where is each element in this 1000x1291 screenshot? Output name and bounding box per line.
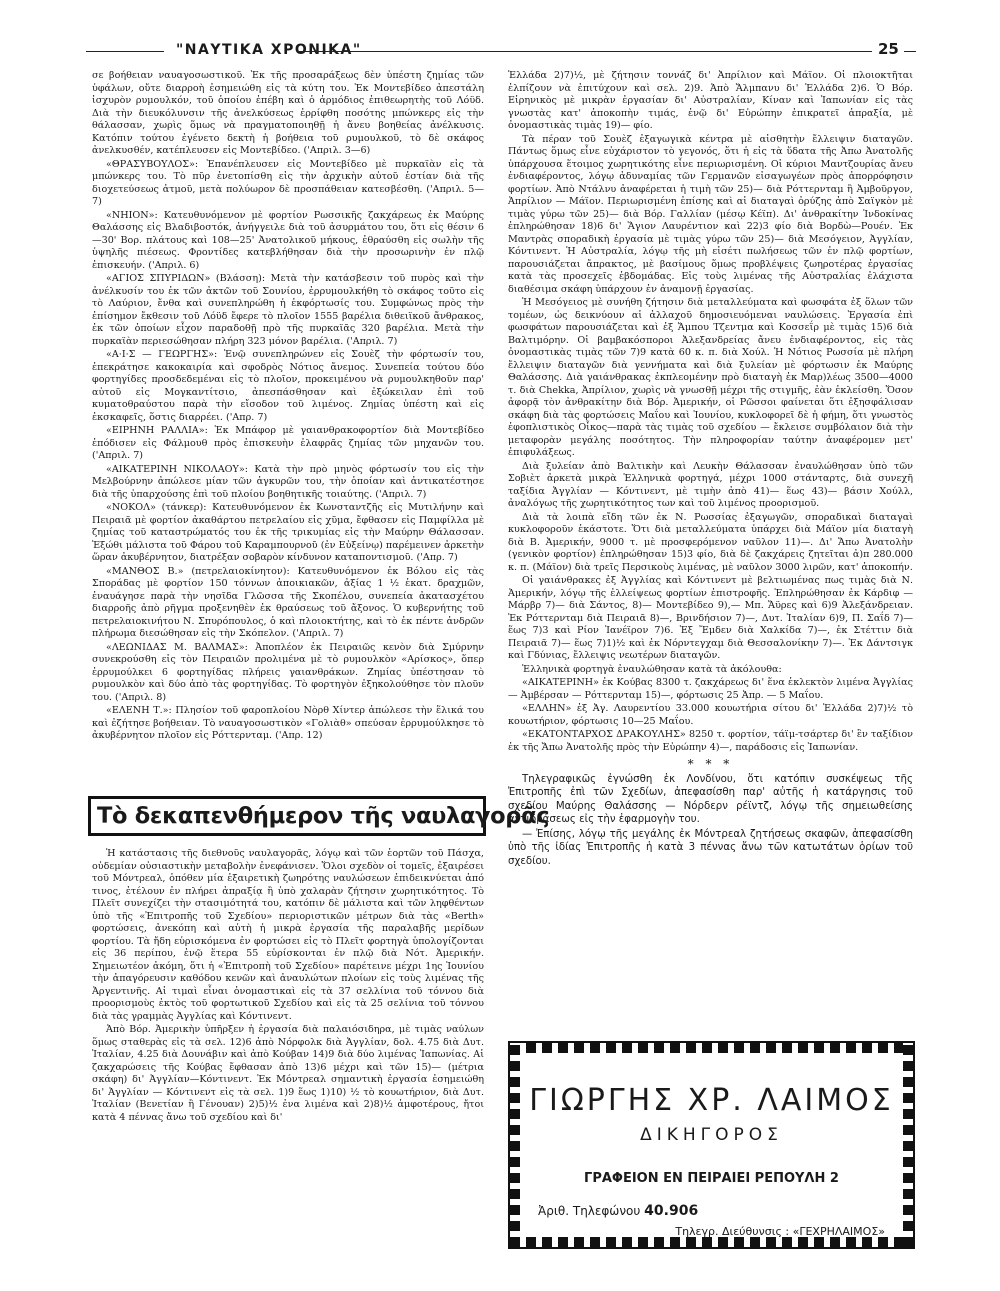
charter-item: «ΕΚΑΤΟΝΤΑΡΧΟΣ ΔΡΑΚΟΥΛΗΣ» 8250 τ. φορτίον, τάϊμ-τσάρτερ δι' ἓν ταξίδιον ἐκ τῆς Ἄπω Ἀνατολῆς πρὸς τὴν Εὐρώπην 4)—, παράδοσις εἰς Ἰαπωνίαν. bbox=[508, 729, 913, 753]
news-paragraph: «ΛΕΩΝΙΔΑΣ Μ. ΒΑΛΜΑΣ»: Ἀποπλέον ἐκ Πειραιῶς κενὸν διὰ Σμύρνην συνεκρούσθη εἰς τὸν Πειραιῶν προλιμένα μὲ τὸ ρυμουλκὸν «Αρίσκος», ὅπερ ἐρρυμούλκει 6 φορτηγίδας πλήρεις γαιανθράκων. Ζημίας ὑπέστησαν τὸ ρυμουλκὸν καὶ δύο ἀπὸ τὰς φορτηγίδας. Τὸ φορτηγὸν ἐξηκολούθησε τὸν πλοῦν του. ('Απριλ. 8) bbox=[92, 641, 484, 703]
ad-telegraph-address: Τηλεγρ. Διεύθυνσις : «ΓΕΧΡΗΛΑΙΜΟΣ» bbox=[675, 1225, 885, 1238]
ad-name: ΓΙΩΡΓΗΣ ΧΡ. ΛΑΙΜΟΣ bbox=[529, 1083, 894, 1118]
freight-market-article bbox=[92, 848, 484, 1268]
header-rule bbox=[86, 51, 164, 52]
news-paragraph: «ΑΓΙΟΣ ΣΠΥΡΙΔΩΝ» (Βλάσση): Μετὰ τὴν κατάσβεσιν τοῦ πυρὸς καὶ τὴν ἀνέλκυσίν του ἐκ τῶν ἀκτῶν τοῦ Σουνίου, ἐρρυμουλκήθη τὸ σκάφος τοῦτο εἰς τὸ Λαύριον, ἔνθα καὶ συνεπληρώθη ἡ ἐκφόρτωσίς του. Συμφώνως πρὸς τὴν ἐπίσημον ἔκθεσιν τοῦ Λόϋδ ἔφερε τὸ πλοῖον 1555 βαρέλια διθειϊκοῦ ἄνθρακος, ἐκ τῶν ὁποίων εἶχον παραδοθῇ πρὸ τῆς πυρκαϊᾶς 320 βαρέλια. Μετὰ τὴν πυρκαϊὰν περιεσώθησαν πλήρη 323 μόνον βαρέλια. ('Απριλ. 7) bbox=[92, 273, 484, 347]
telegram-paragraph: — Ἐπίσης, λόγῳ τῆς μεγάλης ἐκ Μόντρεαλ ζητήσεως σκαφῶν, ἀπεφασίσθη ὑπὸ τῆς ἰδίας Ἐπιτροπῆς ἡ κατὰ 3 πέννας ἄνω τῶν κατωτάτων ὁρίων τοῦ σχεδίου. bbox=[508, 828, 913, 867]
article-paragraph: Διὰ τὰ λοιπὰ εἴδη τῶν ἐκ Ν. Ρωσσίας ἐξαγωγῶν, σποραδικαὶ διαταγαὶ κυκλοφοροῦν ἑκάστοτε. Ὅτι διὰ μεταλλεύματα ὑπάρχει διὰ Μάϊον μία διαταγὴ διὰ Β. Ἀμερικήν, 9000 τ. μὲ προσφερόμενον ναῦλον 11)—. Δι' Ἄπω Ἀνατολὴν (γενικὸν φορτίον) ἐπληρώθησαν 15)3 φίο, διὰ δὲ ζακχάρεις ζητεῖται ἀ)π 280.000 κ. π. (Μάϊον) διὰ τρεῖς Περσικοὺς λιμένας, μὲ ναῦλον 3000 λιρῶν, κατ' ἀποκοπήν. bbox=[508, 511, 913, 573]
ad-phone-number: 40.906 bbox=[644, 1203, 699, 1219]
page-number: 25 bbox=[872, 40, 905, 58]
header-rule bbox=[298, 51, 884, 52]
ad-border-stripe bbox=[510, 1043, 520, 1247]
ad-profession: ΔΙΚΗΓΟΡΟΣ bbox=[640, 1125, 783, 1145]
news-paragraph: «ΑΙΚΑΤΕΡΙΝΗ ΝΙΚΟΛΑΟΥ»: Κατὰ τὴν πρὸ μηνὸς φόρτωσίν του εἰς τὴν Μελβούρνην ἀπώλεσε μίαν τῶν ἀγκυρῶν του, τὴν ὁποίαν καὶ ἀντικατέστησε διὰ τῆς ὑπαρχούσης ἐπὶ τοῦ πλοίου βοηθητικῆς τοιαύτης. ('Απριλ. 7) bbox=[92, 463, 484, 500]
article-paragraph: Τὰ πέραν τοῦ Σουὲζ ἐξαγωγικὰ κέντρα μὲ αἰσθητὴν ἔλλειψιν διαταγῶν. Πάντως ὅμως εἶνε εὐχάριστον τὸ γεγονός, ὅτι ἡ εἰς τὰ ὕδατα τῆς Ἀπω Ἀνατολῆς ὑπάρχουσα ἕτοιμος χωρητικότης εἶνε περιωρισμένη. Οἱ κύριοι Μαντζουρίας ἄνευ ἐνδιαφέροντος, λόγῳ ἀδυναμίας τῶν Γερμανῶν εἰσαγωγέων πρὸς ἀπορρόφησιν φορτίων. Ἀπὸ Ντάλνυ ἀναφέρεται ἡ τιμὴ τῶν 25)— διὰ Ρόττερνταμ ἢ Ἀμβοῦργον, Ἀπρίλιον — Μάϊον. Περιωρισμένη ἐπίσης καὶ αἱ διαταγαὶ ὀρύζης ἀπὸ Σαϊγκὸν μὲ τιμὰς γύρω τῶν 25)— διὰ Βόρ. Γαλλίαν (μέσῳ Κέϊπ). Δι' ἀνθρακίτην Ἰνδοκίνας ἐπληρώθησαν 18)6 δι' Ἅγιον Λαυρέντιον καὶ 22)3 φίο διὰ Βορδὼ—Ρουέν. Ἐκ Μαντρὰς σποραδικὴ ἐργασία μὲ τιμὰς γύρω τῶν 25)— διὰ Μεσόγειον, Ἀγγλίαν, Κόντινεντ. Ἡ Αὐστραλία, λόγῳ τῆς μὴ εἰσέτι πωλήσεως τῶν ἐν πλῷ φορτίων, παρουσιάζεται ἄπρακτος, μὲ βασίμους ὅμως προβλέψεις ζωηροτέρας ἐργασίας κατὰ τὰς προσεχεῖς ἑβδομάδας. Εἰς τοὺς λιμένας τῆς Αὐστραλίας ἐλάχιστα διαθέσιμα σκάφη ὑπάρχουν ἐν ἀναμονῇ ἐργασίας. bbox=[508, 133, 913, 295]
ad-border-stripe bbox=[903, 1043, 913, 1247]
section-title-banner bbox=[88, 796, 550, 836]
ad-border-stripe bbox=[510, 1237, 913, 1247]
header-rule bbox=[904, 51, 916, 52]
article-paragraph: Ἡ κατάστασις τῆς διεθνοῦς ναυλαγορᾶς, λόγῳ καὶ τῶν ἑορτῶν τοῦ Πάσχα, οὐδεμίαν οὐσιαστικὴν μεταβολὴν ἐνεφάνισεν. Ὅλοι σχεδὸν οἱ τομεῖς, ἐξαιρέσει τοῦ Μόντρεαλ, ὁπόθεν μία ἐξαιρετικὴ ζωηρότης ναυλώσεων ἐπιδεικνύεται ἀπό τινος, ἐτέλουν ἐν πλήρει ἀπραξίᾳ ἢ ὑπὸ χαλαρὰν ζήτησιν χωρητικότητος. Τὸ Πλεῖτ συνεχίζει τὴν στασιμότητά του, κατόπιν δὲ μάλιστα καὶ τῶν ληφθέντων ὑπὸ τῆς «Ἐπιτροπῆς τοῦ Σχεδίου» περιοριστικῶν μέτρων διὰ τὰς «Berth» φορτώσεις, ἀνεκόπη καὶ αὐτὴ ἡ μικρὰ ἐργασία τῆς παραλαβῆς μερίδων φορτίου. Τὰ ἤδη εὑρισκόμενα ἐν φορτώσει εἰς τὸ Πλεῖτ φορτηγὰ ὑπολογίζονται εἰς 36 περίπου, ἐνῷ ἕτερα 55 εὑρίσκονται ἐν πλῷ διὰ Νότ. Ἀμερικήν. Σημειωτέον ἀκόμη, ὅτι ἡ «Ἐπιτροπὴ τοῦ Σχεδίου» παρέτεινε μέχρι 1ης Ἰουνίου τὴν ἀπαγόρευσιν καθόδου κενῶν καὶ ἀναυλώτων πλοίων εἰς τοὺς λιμένας τῆς Ἀργεντινῆς. Αἱ τιμαὶ εἶναι ὀνομαστικαὶ εἰς τὰ 37 σελλίνια τοῦ τόννου διὰ προορισμοὺς ἐκτὸς τοῦ φορτωτικοῦ Σχεδίου καὶ εἰς τὰ 25 σελίνια τοῦ τόννου διὰ τὰς γραμμὰς Ἀγγλίας καὶ Κόντινεντ. bbox=[92, 848, 484, 1022]
news-paragraph: «ΝΟΚΟΛ» (τάνκερ): Κατευθυνόμενον ἐκ Κωνσταντζῆς εἰς Μυτιλήνην καὶ Πειραιᾶ μὲ φορτίον ἀκαθάρτου πετρελαίου εἰς χῦμα, ἔφθασεν εἰς Παμφίλλα μὲ ζημίας τοῦ καταστρώματός του ἐκ τῆς τρικυμίας εἰς τὴν Μαύρην Θάλασσαν. Ἐξώθι μάλιστα τοῦ Φάρου τοῦ Καραμπουρνοῦ (ἐν Εὐξείνῳ) παρέμεινεν ἀρκετὴν ὥραν ἀκυβέρνητον, διατρέξαν σοβαρὸν κίνδυνον καταποντισμοῦ. ('Απρ. 7) bbox=[92, 502, 484, 563]
news-paragraph: «ΝΗΙΟΝ»: Κατευθυνόμενον μὲ φορτίον Ρωσσικῆς ζακχάρεως ἐκ Μαύρης Θαλάσσης εἰς Βλαδιβοστόκ, ἀνήγγειλε διὰ τοῦ ἀσυρμάτου του, ὅτι εἰς θέσιν 6—30' Βορ. πλάτους καὶ 108—25' Ἀνατολικοῦ μήκους, ἐθραύσθη εἰς σωλὴν τῆς ὑψηλῆς πιέσεως. Φροντίδες κατεβλήθησαν διὰ τὴν προσωρινὴν ἐν πλῷ ἐπισκευήν. ('Απριλ. 6) bbox=[92, 209, 484, 271]
magazine-title: "ΝΑΥΤΙΚΑ ΧΡΟΝΙΚΑ" bbox=[176, 42, 362, 58]
article-paragraph: Ἑλληνικὰ φορτηγὰ ἐναυλώθησαν κατὰ τὰ ἀκόλουθα: bbox=[522, 663, 782, 675]
article-paragraph: Ἀπὸ Βόρ. Ἀμερικὴν ὑπῆρξεν ἡ ἐργασία διὰ παλαιόσιδηρα, μὲ τιμὰς ναύλων ὅμως σταθερὰς εἰς τὰ σελ. 12)6 ἀπὸ Νόρφολκ διὰ Ἀγγλίαν, δολ. 4.75 διὰ Δυτ. Ἰταλίαν, 4.25 διὰ Δουνάβιν καὶ ἀπὸ Κούβαν 14)9 διὰ δύο λιμένας Ἰαπωνίας. Αἱ ζακχαρώσεις τῆς Κούβας ἔφθασαν ἀπὸ 13)6 μέχρι καὶ τῶν 15)— (μέτρια σκάφη) δι' Ἀγγλίαν—Κόντινεντ. Ἐκ Μόντρεαλ σημαντικὴ ἐργασία ἐσημειώθη δι' Ἀγγλίαν — Κόντινεντ εἰς τὰ σελ. 1)9 ἕως 1)10) ½ τὸ κουωτήριον, διὰ Δυτ. Ἰταλίαν (Βενετίαν ἢ Γένουαν) 2)5)½ ἐνα λιμένα καὶ 2)8)½ ἀμφοτέρους, ἤτοι κατὰ 4 πέννας ἄνω τοῦ σχεδίου καὶ δι' bbox=[92, 1024, 484, 1123]
telegram-paragraph: Τηλεγραφικῶς ἐγνώσθη ἐκ Λονδίνου, ὅτι κατόπιν συσκέψεως τῆς Ἐπιτροπῆς ἐπὶ τῶν Σχεδίων, ἀπεφασίσθη παρ' αὐτῆς ἡ κατάργησις τοῦ σχεδίου Μαύρης Θαλάσσης — Νόρδερν ρέϊντζ, λόγῳ τῆς σημειωθείσης ἀντιδράσεως εἰς τὴν ἐφαρμογὴν του. bbox=[508, 773, 913, 825]
news-paragraph: «ΘΡΑΣΥΒΟΥΛΟΣ»: Ἐπανέπλευσεν εἰς Μοντεβίδεο μὲ πυρκαϊὰν εἰς τὰ μπώνκερς του. Τὸ πῦρ ἐνετοπίσθη εἰς τὴν ἀρχικὴν αὐτοῦ ἑστίαν διὰ τῆς διοχετεύσεως ἀτμοῦ, μετὰ πολύωρον δὲ προσπάθειαν κατεσβέσθη. ('Απριλ. 5—7) bbox=[92, 158, 484, 207]
charter-item: «ΕΛΛΗΝ» ἐξ Ἀγ. Λαυρεντίου 33.000 κουωτήρια σίτου δι' Ἑλλάδα 2)7)½ τὸ κουωτήριον, φόρτωσις 10—25 Μαΐου. bbox=[508, 703, 913, 727]
ad-office-address: ΓΡΑΦΕΙΟΝ ΕΝ ΠΕΙΡΑΙΕΙ ΡΕΠΟΥΛΗ 2 bbox=[584, 1171, 839, 1186]
news-paragraph: «Α·Ι·Σ — ΓΕΩΡΓΗΣ»: Ἐνῷ συνεπληρώνεν εἰς Σουὲζ τὴν φόρτωσίν του, ἐπεκράτησε κακοκαιρία καὶ σφοδρὸς Νότιος ἄνεμος. Συνεπεία τούτου δύο φορτηγίδες προσδεδεμέναι εἰς τὸ πλοῖον, προκειμένου νὰ ρυμουλκηθοῦν παρ' αὐτοῦ εἰς Μογκαντίτσιο, ἀπεσπάσθησαν καὶ ἐξώκειλαν ἐπὶ τοῦ κυματοθραύστου παρὰ τὴν εἴσοδον τοῦ λιμένος. Ζημίας ὑπέστη καὶ εἰς ἐκσκαφεῖς, ὅστις διαρρέει. ('Απρ. 7) bbox=[92, 349, 484, 423]
page-header bbox=[86, 40, 916, 62]
article-paragraph: Ἡ Μεσόγειος μὲ συνήθη ζήτησιν διὰ μεταλλεύματα καὶ φωσφάτα ἐξ ὅλων τῶν τομέων, ὡς δεικνύουν αἱ ἀλλαχοῦ δημοσιευόμεναι ναυλώσεις. Ἐργασία ἐπὶ φωσφάτων παρουσιάζεται καὶ ἐξ Ἄμπου Τζεντμα καὶ Κοσσεΐρ μὲ τιμὰς 15)6 διὰ Βαλτιμόρην. Οἱ βαμβακόσποροι Ἀλεξανδρείας ἄνευ ἐνδιαφέροντος, εἰς τὰς ὀνομαστικὰς τιμὰς τῶν 7)9 κατὰ 60 κ. π. διὰ Χούλ. Ἡ Νότιος Ρωσσία μὲ πλήρη ἔλλειψιν διαταγῶν διὰ γεννήματα καὶ διὰ ξυλείαν μὲ φόρτωσιν ἐκ Μαύρης Θαλάσσης. Διὰ γαιάνθρακας ἐκπλεομένην πρὸ διαταγὴ ἐκ Μαρ)λέως 3500—4000 τ. διὰ Chekka, Ἀπρίλιον, χωρὶς νὰ γνωσθῇ μέχρι τῆς στιγμῆς, ἐὰν ἐκλείσθη. Ὅσον ἀφορᾷ τὸν ἀνθρακίτην διὰ Βόρ. Ἀμερικήν, οἱ Ρῶσσοι φαίνεται ὅτι ἐξησφάλισαν σκάφη διὰ τὰς φορτώσεις Μαΐου καὶ Ἰουνίου, κυκλοφορεῖ δὲ ἡ φήμη, ὅτι γνωστὸς ἐφοπλιστικὸς Οἶκος—παρὰ τὰς τιμὰς τοῦ σχεδίου — ἔκλεισε συμβόλαιον διὰ τὴν μεταφορὰν μεγάλης ποσότητος. Τὴν πληροφορίαν ταύτην ἀναφέρομεν μετ' ἐπιφυλάξεως. bbox=[508, 297, 913, 458]
lawyer-advertisement bbox=[508, 1041, 915, 1249]
news-paragraph: «ΕΛΕΝΗ Τ.»: Πλησίον τοῦ φαροπλοίου Νὸρθ Χίντερ ἀπώλεσε τὴν ἕλικά του καὶ ἐζήτησε βοήθειαν. Τὸ ναυαγοσωστικὸν «Γολιὰθ» σπεύσαν ἐρρυμούλκησε τὸ ἀκυβέρνητον πλοῖον εἰς Ρόττερνταμ. ('Απρ. 12) bbox=[92, 705, 484, 741]
article-paragraph: Διὰ ξυλείαν ἀπὸ Βαλτικὴν καὶ Λευκὴν Θάλασσαν ἐναυλώθησαν ὑπὸ τῶν Σοβιὲτ ἀρκετὰ μικρὰ Ἑλληνικὰ φορτηγά, μέχρι 1000 στάνταρτς, διὰ συνεχῆ ταξίδια Ἀγγλίαν — Κόντινεντ, μὲ τιμὴν ἀπὸ 41)— ἕως 43)— βάσιν Χούλλ, ἀναλόγως τῆς χωρητικότητος των καὶ τοῦ λιμένος προορισμοῦ. bbox=[508, 460, 913, 509]
ad-phone-label: Ἀριθ. Τηλεφώνου bbox=[538, 1204, 641, 1218]
news-paragraph: σε βοήθειαν ναυαγοσωστικοῦ. Ἐκ τῆς προσαράξεως δὲν ὑπέστη ζημίας τῶν ὑφάλων, οὔτε διαρροὴ ἐσημειώθη εἰς τὰ κύτη του. Ἐκ Μοντεβίδεο ἀπεστάλη ἰσχυρὸν ρυμουλκόν, τοῦ ὁποίου ἐπέβη καὶ ὁ ἀρμόδιος ἐπιθεωρητὴς τοῦ Λόϋδ. Διὰ τὴν διευκόλυνσιν τῆς ἀνελκύσεως ἐρρίφθη ποσότης μπώνκερς εἰς τὴν θάλασσαν, χωρὶς ὅμως νὰ πραγματοποιηθῇ ἡ ἄνευ βοηθείας ἀνέλκυσις. Κατόπιν τούτου ἐγένετο δεκτὴ ἡ βοήθεια τοῦ ρυμουλκοῦ, τὸ δὲ σκάφος ἀνελκυσθέν, κατέπλευσεν εἰς Μοντεβίδεο. ('Απριλ. 3—6) bbox=[92, 70, 484, 156]
article-paragraph: Ἑλλάδα 2)7)½, μὲ ζήτησιν τοννάζ δι' Ἀπρίλιον καὶ Μάϊον. Οἱ πλοιοκτῆται ἐλπίζουν νὰ ἐπιτύχουν καὶ σελ. 2)9. Ἀπὸ Ἄλμπανυ δι' Ἑλλάδα 2)6. Ὁ Βόρ. Εἰρηνικὸς μὲ μικρὰν ἐργασίαν δι' Αὐστραλίαν, Κίναν καὶ Ἰαπωνίαν εἰς τὰς γνωστὰς κατ' ἀποκοπὴν τιμάς, ἐνῷ δι' Εὐρώπην ἐπικρατεῖ ἀπραξία, μὲ ὀνομαστικὰς τιμὰς 19)— φίο. bbox=[508, 70, 913, 131]
right-column-article bbox=[508, 70, 913, 1030]
separator-stars: * * * bbox=[687, 757, 734, 771]
article-paragraph: Οἱ γαιάνθρακες ἐξ Ἀγγλίας καὶ Κόντινεντ μὲ βελτιωμένας πως τιμὰς διὰ Ν. Ἀμερικήν, λόγῳ τῆς ἐλλείψεως φορτίων ἐπιστροφῆς. Ἐπληρώθησαν ἐκ Κάρδιφ — Μάρβρ 7)— διὰ Σάντος, 8)— Μοντεβίδεο 9),— Μπ. Ἄϋρες καὶ 6)9 Ἀλεξάνδρειαν. Ἐκ Ρόττερνταμ διὰ Πειραιᾶ 8)—, Βρινδήσιον 7)—, Δυτ. Ἰταλίαν 6)9, Π. Σαΐδ 7)— ἕως 7)3 καὶ Ρίον Ἰανέϊρον 7)6. Ἐξ Ἔμδεν διὰ Χαλκίδα 7)—, ἐκ Στέττιν διὰ Πειραιᾶ 7)— ἕως 7)1)½ καὶ ἐκ Νόρντεγχαμ διὰ Θεσσαλονίκην 7)—. Ἐκ Δάντσιγκ καὶ Γδύνιας, ἔλλειψις νεωτέρων διαταγῶν. bbox=[508, 575, 913, 661]
news-paragraph: «ΕΙΡΗΝΗ ΡΑΛΛΙΑ»: Ἐκ Μπάφορ μὲ γαιανθρακοφορτίον διὰ Μοντεβίδεο ἐπόδισεν εἰς Φάλμουθ πρὸς ἐπισκευὴν ἐλαφρᾶς ζημίας τῶν μηχανῶν του. ('Απριλ. 7) bbox=[92, 425, 484, 461]
ad-border-stripe bbox=[510, 1043, 913, 1053]
charter-item: «ΑΙΚΑΤΕΡΙΝΗ» ἐκ Κούβας 8300 τ. ζακχάρεως δι' ἕνα ἐκλεκτὸν λιμένα Ἀγγλίας — Ἀμβέρσαν — Ρόττερνταμ 15)—, φόρτωσις 25 Ἀπρ. — 5 Μαΐου. bbox=[508, 677, 913, 701]
section-title: Τὸ δεκαπενθήμερον τῆς ναυλαγορᾶς bbox=[97, 803, 550, 829]
ad-phone bbox=[538, 1203, 698, 1219]
news-paragraph: «ΜΑΝΘΟΣ Β.» (πετρελαιοκίνητον): Κατευθυνόμενον ἐκ Βόλου εἰς τὰς Σποράδας μὲ φορτίον 150 τόννων ἀποικιακῶν, ἀξίας 1 ½ ἑκατ. δραχμῶν, ἐναυάγησε παρὰ τὴν νησῖδα Γλῶσσα τῆς Σκοπέλου, συνεπεία ἀκατασχέτου διαρροῆς ἀπὸ ρῆγμα προξενηθὲν ἐκ θραύσεως τοῦ ἄξονος. Ὁ κυβερνήτης τοῦ πετρελαιοκινήτου Ν. Σπυρόπουλος, ὁ καὶ πλοιοκτήτης, καὶ τὸ ἐκ πέντε ἀνδρῶν πλήρωμα διεσώθησαν εἰς τὴν Σκόπελον. ('Απριλ. 7) bbox=[92, 565, 484, 639]
left-column-news bbox=[92, 70, 484, 785]
